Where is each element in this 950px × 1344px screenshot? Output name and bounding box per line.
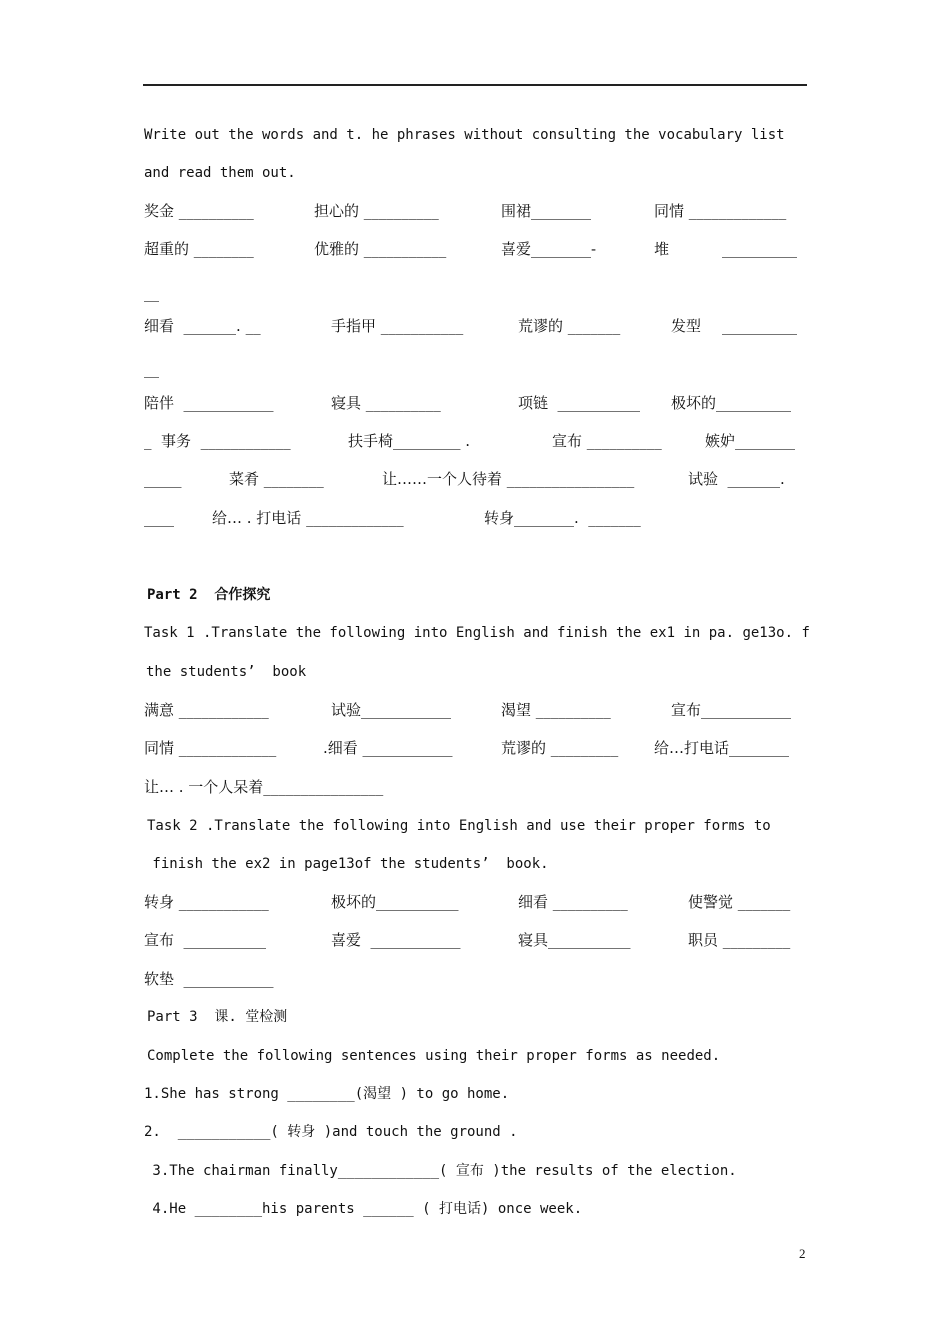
task1-row — [0, 699, 950, 721]
vocab-item: 宣布 __________ — [552, 432, 662, 450]
task1-item: 渴望 __________ — [501, 701, 611, 719]
task2-line-2: finish the ex2 in page13of the students’ book. — [144, 856, 549, 872]
part3-instruction: Complete the following sentences using their proper forms as needed. — [147, 1048, 721, 1064]
vocab-item: 项链 ___________ — [518, 394, 641, 412]
header-rule — [143, 84, 807, 86]
sentence-item: 4.He ________his parents ______ ( 打电话) once week. — [144, 1201, 583, 1217]
vocab-item: 细看 _______. __ — [144, 317, 261, 335]
task2-row — [0, 891, 950, 913]
task1-item: 给…打电话________ — [654, 739, 790, 757]
sentence-item: 2. ___________( 转身 )and touch the ground . — [144, 1124, 518, 1140]
vocab-item: 陪伴 ____________ — [144, 394, 274, 412]
vocab-item: 超重的 ________ — [144, 240, 254, 258]
task2-row — [0, 929, 950, 951]
task2-item: 极坏的___________ — [331, 893, 459, 911]
vocab-item: 发型 — [671, 317, 702, 335]
vocab-row — [0, 430, 950, 452]
vocab-item: 围裙________ — [501, 202, 592, 220]
intro-line-2: and read them out. — [144, 165, 296, 181]
vocab-row — [0, 315, 950, 337]
task1-item: .细看 ____________ — [323, 739, 453, 757]
task1-item: 荒谬的 _________ — [501, 739, 619, 757]
task1-item: 同情 _____________ — [144, 739, 277, 757]
task2-item: 宣布 ___________ — [144, 931, 267, 949]
vocab-item: ____ — [144, 509, 174, 527]
sentence-item: 3.The chairman finally____________( 宣布 )the results of the election. — [144, 1163, 737, 1179]
vocab-row — [0, 468, 950, 490]
task1-item: 试验____________ — [331, 701, 452, 719]
vocab-item: __________ — [722, 240, 797, 258]
vocab-item: 转身________. _______ — [484, 509, 641, 527]
vocab-item: 喜爱________- — [501, 240, 597, 258]
task1-line-1: Task 1 .Translate the following into English and finish the ex1 in pa. ge13o. f — [144, 625, 810, 641]
task2-line-1: Task 2 .Translate the following into English and use their proper forms to — [147, 818, 771, 834]
vocab-item: _____ — [144, 470, 182, 488]
task2-item: 寝具___________ — [518, 931, 631, 949]
vocab-item: 给… . 打电话 _____________ — [212, 509, 404, 527]
task2-item: 软垫 ____________ — [144, 970, 274, 988]
vocab-item: 极坏的__________ — [671, 394, 792, 412]
vocab-item: __ — [144, 360, 159, 378]
task2-item: 使警觉 _______ — [688, 893, 791, 911]
intro-line-1: Write out the words and t. he phrases without consulting the vocabulary list — [144, 127, 785, 143]
vocab-row — [0, 238, 950, 260]
vocab-item: 嫉妒________ — [705, 432, 796, 450]
vocab-row — [0, 282, 950, 304]
vocab-row — [0, 507, 950, 529]
task2-item: 喜爱 ____________ — [331, 931, 461, 949]
vocab-row — [0, 392, 950, 414]
task1-row — [0, 737, 950, 759]
vocab-item: 同情 _____________ — [654, 202, 787, 220]
vocab-item: 扶手椅_________ . — [348, 432, 471, 450]
vocab-item: __ — [144, 284, 159, 302]
vocab-item: 试验 _______. — [688, 470, 785, 488]
vocab-item: 优雅的 ___________ — [314, 240, 447, 258]
vocab-row — [0, 200, 950, 222]
vocab-item: 让……一个人待着 _________________ — [382, 470, 635, 488]
vocab-item: 寝具 __________ — [331, 394, 441, 412]
vocab-item: 奖金 __________ — [144, 202, 254, 220]
part2-heading: Part 2 合作探究 — [147, 587, 271, 603]
vocab-item: _ 事务 ____________ — [144, 432, 291, 450]
vocab-item: 担心的 __________ — [314, 202, 439, 220]
task2-row — [0, 968, 950, 990]
task1-row — [0, 776, 950, 798]
task1-line-2: the students’ book — [146, 664, 307, 680]
vocab-item: 堆 — [654, 240, 670, 258]
task1-item: 满意 ____________ — [144, 701, 269, 719]
task2-item: 转身 ____________ — [144, 893, 269, 911]
vocab-row — [0, 358, 950, 380]
task2-item: 细看 __________ — [518, 893, 628, 911]
page-number: 2 — [799, 1246, 806, 1261]
task1-item: 让… . 一个人呆着________________ — [144, 778, 384, 796]
vocab-item: 菜肴 ________ — [229, 470, 324, 488]
task2-item: 职员 _________ — [688, 931, 791, 949]
part3-heading: Part 3 课. 堂检测 — [147, 1009, 288, 1025]
vocab-item: 荒谬的 _______ — [518, 317, 621, 335]
vocab-item: __________ — [722, 317, 797, 335]
sentence-item: 1.She has strong ________(渴望 ) to go home. — [144, 1086, 510, 1102]
vocab-item: 手指甲 ___________ — [331, 317, 464, 335]
task1-item: 宣布____________ — [671, 701, 792, 719]
